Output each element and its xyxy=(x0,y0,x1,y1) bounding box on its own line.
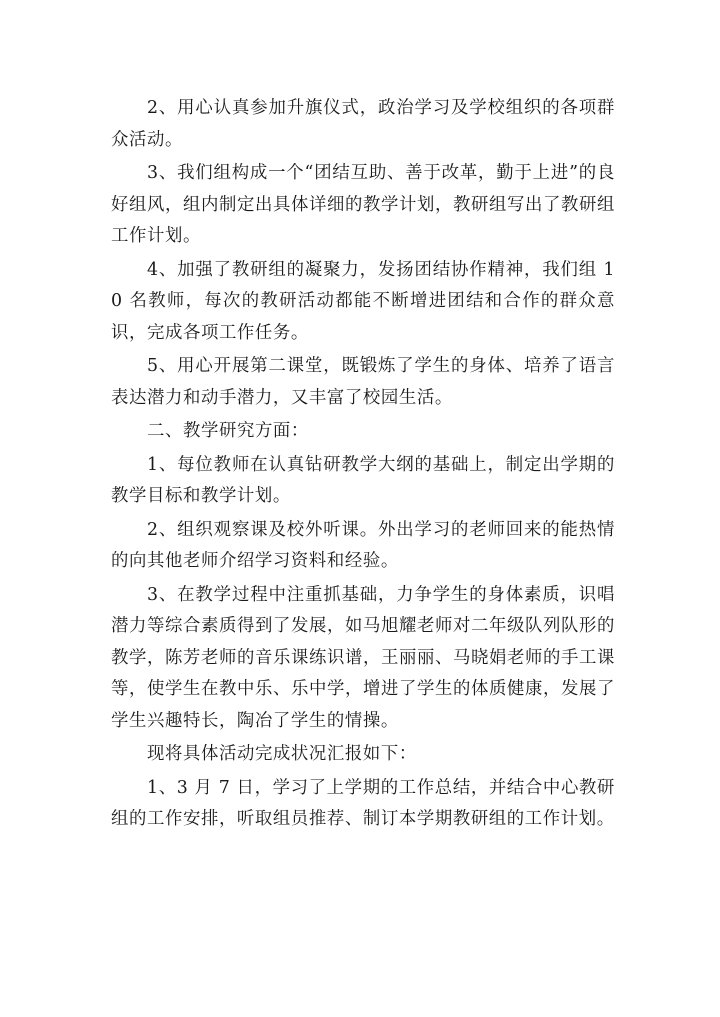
section-heading-teaching-research: 二、教学研究方面： xyxy=(147,421,309,441)
paragraph-syllabus: 1、每位教师在认真钻研教学大纲的基础上，制定出学期的教学目标和教学计划。 xyxy=(111,454,615,506)
paragraph-observation: 2、组织观察课及校外听课。外出学习的老师回来的能热情的向其他老师介绍学习资料和经验。 xyxy=(111,519,615,571)
paragraph-second-classroom: 5、用心开展第二课堂，既锻炼了学生的身体、培养了语言表达潜力和动手潜力，又丰富了校园生活。 xyxy=(111,356,615,408)
paragraph-cohesion: 4、加强了教研组的凝聚力，发扬团结协作精神，我们组 10 名教师，每次的教研活动都能不断增进团结和合作的群众意识，完成各项工作任务。 xyxy=(111,259,615,343)
paragraph-march-7: 1、3 月 7 日，学习了上学期的工作总结，并结合中心教研组的工作安排，听取组员推荐、制订本学期教研组的工作计划。 xyxy=(111,777,615,829)
paragraph-activities: 2、用心认真参加升旗仪式，政治学习及学校组织的各项群众活动。 xyxy=(111,98,615,150)
paragraph-report-intro: 现将具体活动完成状况汇报如下： xyxy=(147,744,417,764)
paragraph-basics: 3、在教学过程中注重抓基础，力争学生的身体素质，识唱潜力等综合素质得到了发展，如马旭耀老师对二年级队列队形的教学，陈芳老师的音乐课练识谱，王丽丽、马晓娟老师的手工课等，使学生在教中乐、乐中学，增进了学生的体质健康，发展了学生兴趣特长，陶冶了学生的情操。 xyxy=(111,584,615,731)
paragraph-group-style: 3、我们组构成一个“团结互助、善于改革，勤于上进”的良好组风，组内制定出具体详细的教学计划，教研组写出了教研组工作计划。 xyxy=(111,163,615,246)
document-body xyxy=(111,93,615,836)
